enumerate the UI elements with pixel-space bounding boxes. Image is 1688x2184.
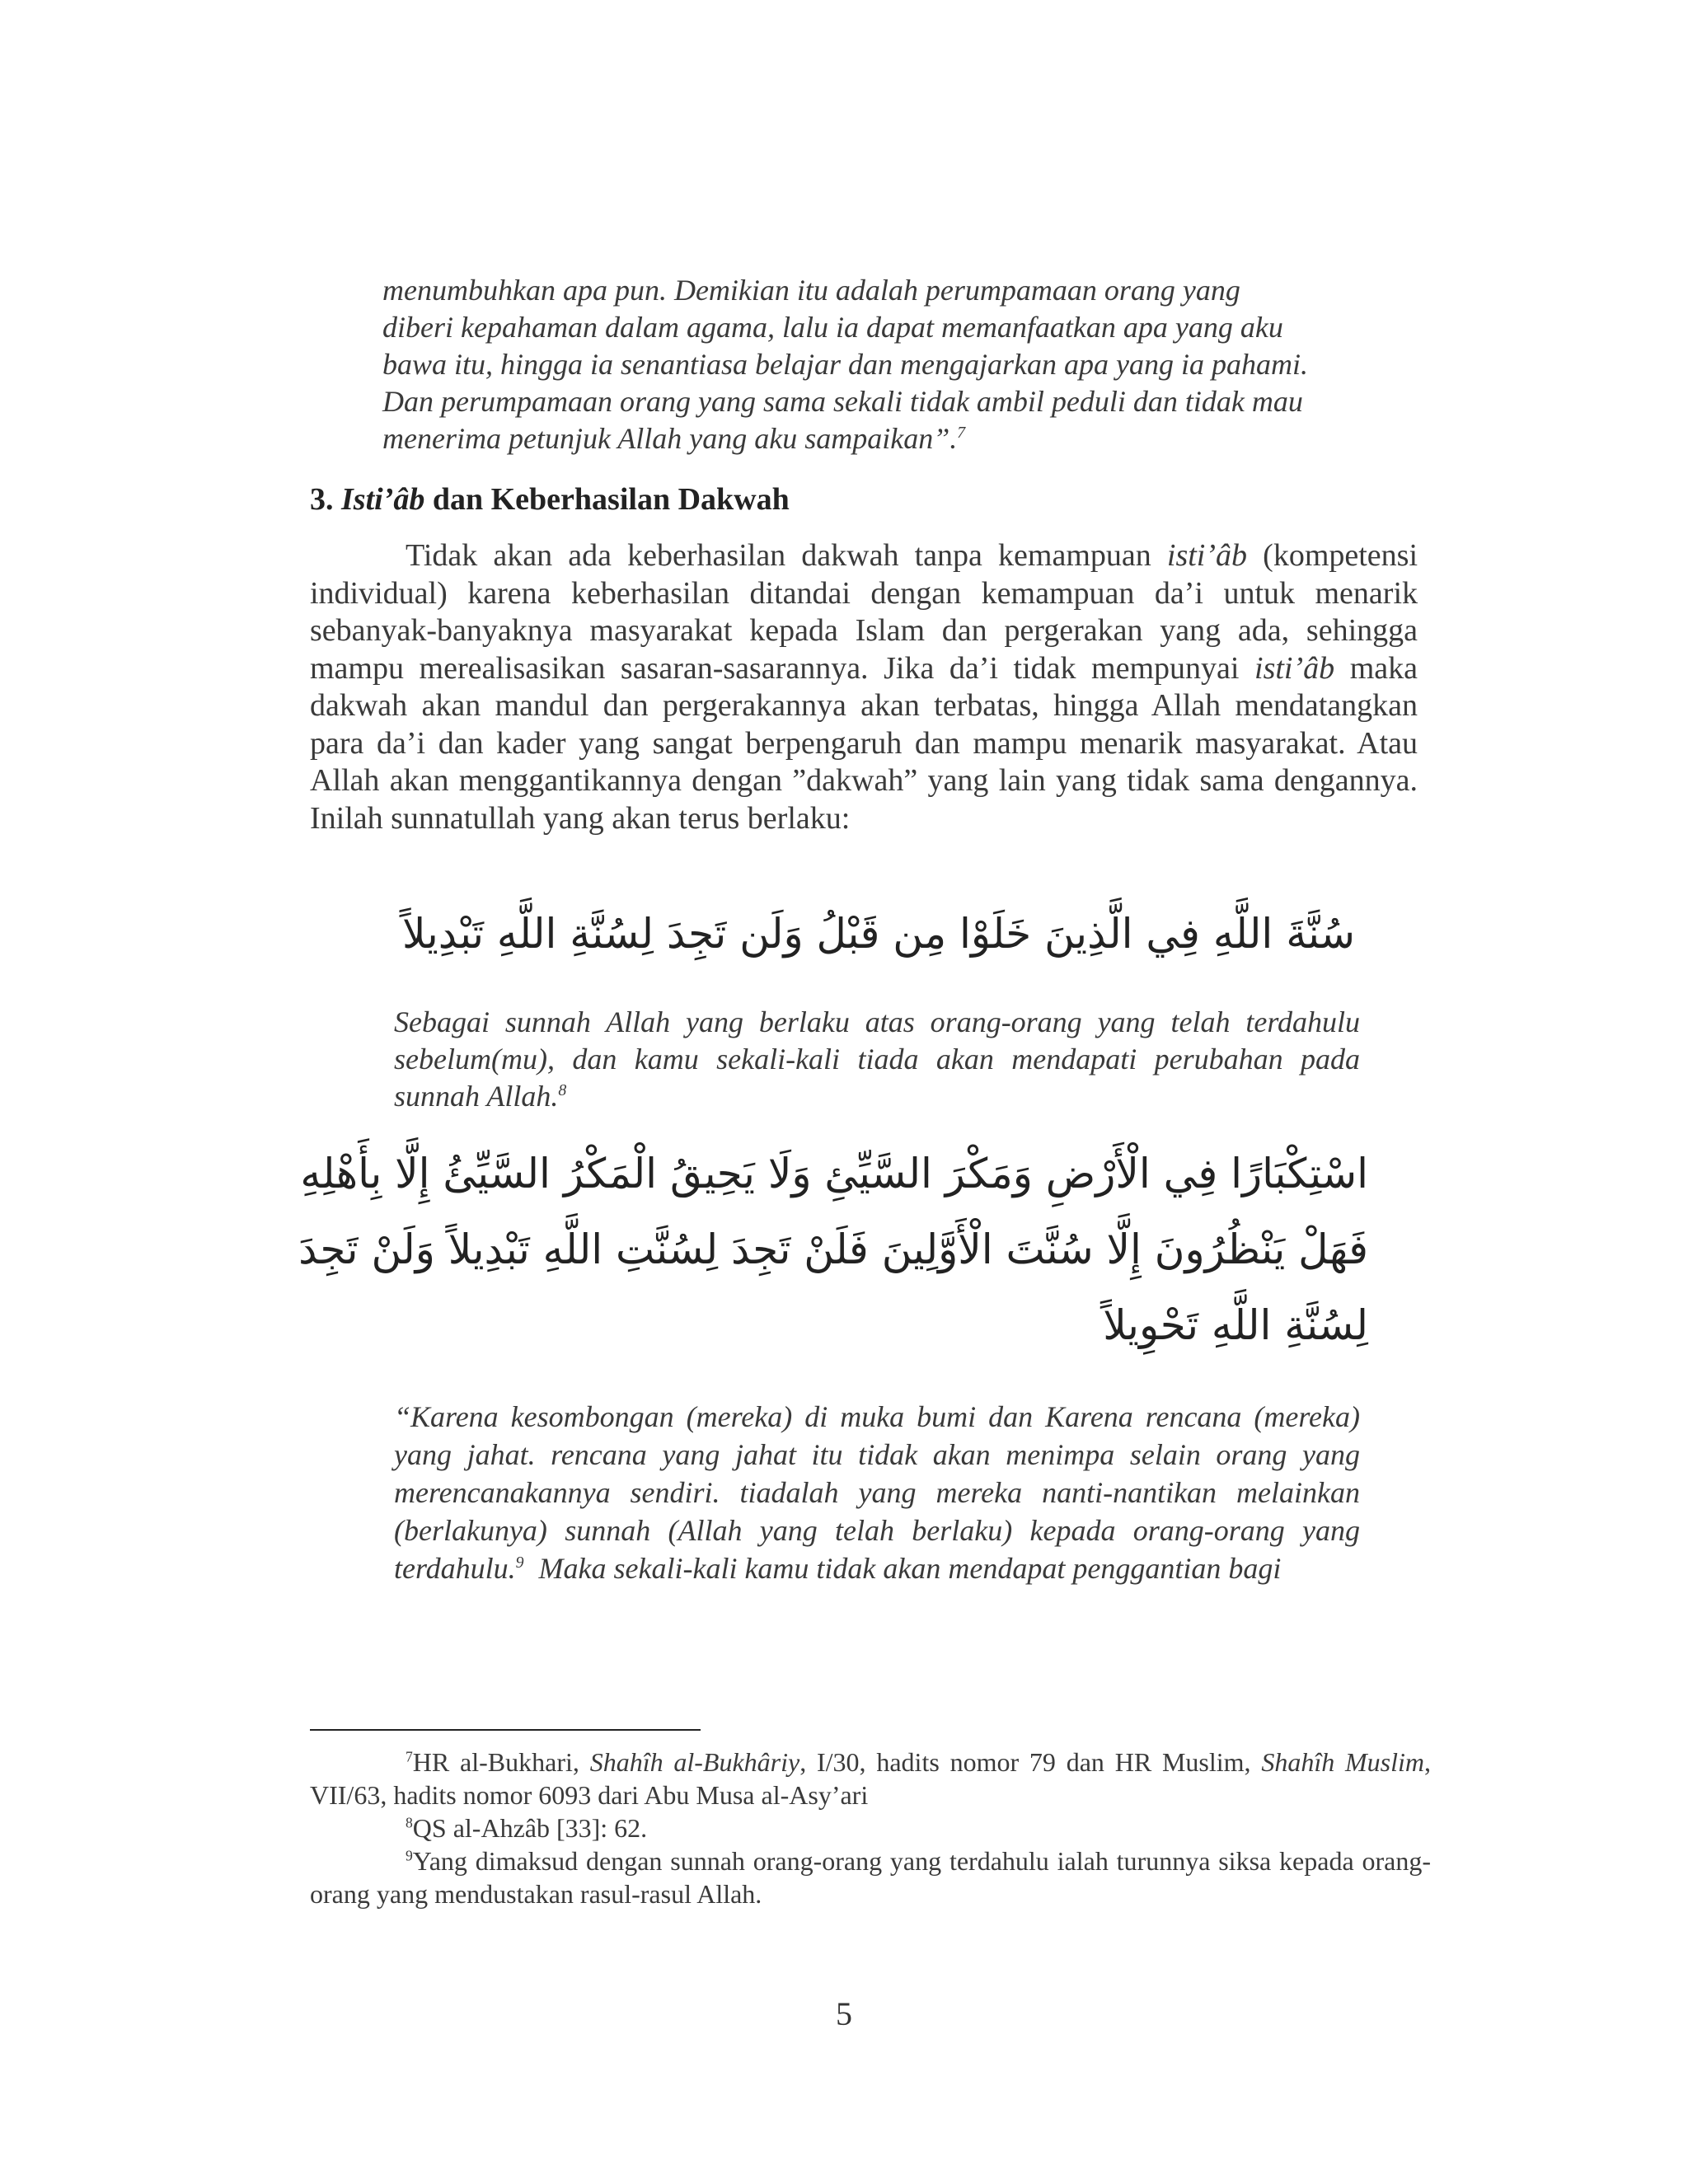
footnotes — [310, 1746, 1431, 1910]
arabic-verse — [298, 1136, 1368, 1363]
translation-text: Sebagai sunnah Allah yang berlaku atas orang-orang yang telah terdahulu sebelum(mu), dan kamu sekali-kali tiada akan mendapati perubahan pada sunnah Allah. — [394, 1005, 1360, 1113]
footnote-book-title: Shahîh al-Bukhâriy — [589, 1747, 800, 1777]
quote-line: Dan perumpamaan orang yang sama sekali tidak ambil peduli dan tidak mau — [382, 385, 1303, 418]
quote-line: diberi kepahaman dalam agama, lalu ia dapat memanfaatkan apa yang aku — [382, 311, 1283, 344]
page-number: 5 — [836, 1995, 852, 2032]
footnote-divider — [310, 1729, 701, 1731]
paragraph-text: Tidak akan ada keberhasilan dakwah tanpa kemampuan — [406, 538, 1151, 573]
arabic-line: لِسُنَّةِ اللَّهِ تَحْوِيلاً — [1103, 1301, 1368, 1349]
section-number: 3. — [310, 482, 334, 517]
paragraph-text: (kompetensi individual) karena keberhasilan ditandai dengan kemampuan da’i untuk menarik sebanyak-banyaknya masyarakat kepada Islam dan pergerakan yang ada, sehingga mampu merealisasikan sasaran-sasarannya. Jika da’i tidak mempunyai — [310, 538, 1418, 686]
arabic-line: اسْتِكْبَارًا فِي الْأَرْضِ وَمَكْرَ السَّيِّئِ وَلَا يَحِيقُ الْمَكْرُ السَّيِّئُ إِلَّا بِأَهْلِهِ — [300, 1150, 1368, 1197]
quote-line: bawa itu, hingga ia senantiasa belajar dan mengajarkan apa yang ia pahami. — [382, 348, 1308, 381]
quote-last-line: menerima petunjuk Allah yang aku sampaikan”. — [382, 422, 958, 455]
footnote-number: 8 — [406, 1814, 413, 1831]
body-paragraph — [310, 537, 1418, 837]
section-title: dan Keberhasilan Dakwah — [432, 482, 790, 517]
arabic-verse: سُنَّةَ اللَّهِ فِي الَّذِينَ خَلَوْا مِن قَبْلُ وَلَن تَجِدَ لِسُنَّةِ اللَّهِ تَبْدِيلاً — [401, 910, 1355, 958]
footnote: $^7$HR al-Bukhari, Shahîh al-Bukhâriy, I/30, hadits nomor 79 dan HR Muslim, Shahîh Muslim, VII/63, hadits nomor 6093 dari Abu Musa al-Asy’ari — [310, 1747, 1432, 1810]
footnote-book-title: Shahîh Muslim — [1261, 1747, 1425, 1777]
verse-translation — [394, 1004, 1360, 1115]
section-heading — [310, 481, 790, 518]
footnote-ref: 7 — [957, 424, 966, 442]
footnote-ref: 9 — [515, 1554, 524, 1572]
translation-text: “Karena kesombongan (mereka) di muka bumi dan Karena rencana (mereka) yang jahat. rencana yang jahat itu tidak akan menimpa selain orang yang merencanakannya sendiri. tiadalah yang mereka nanti-nantikan melainkan (berlakunya) sunnah (Allah yang telah berlaku) kepada orang-orang yang terdahulu. — [394, 1400, 1360, 1585]
footnote-number: 9 — [406, 1847, 413, 1864]
section-term: Isti’âb — [341, 482, 425, 517]
quote-line: menumbuhkan apa pun. Demikian itu adalah perumpamaan orang yang — [382, 274, 1240, 307]
hadith-quote — [382, 272, 1372, 457]
paragraph-term: isti’âb — [1166, 538, 1248, 573]
paragraph-term: isti’âb — [1254, 650, 1335, 686]
footnote-ref: 8 — [558, 1081, 567, 1099]
footnote: $^8$QS al-Ahzâb [33]: 62. — [406, 1813, 648, 1843]
arabic-line: فَهَلْ يَنْظُرُونَ إِلَّا سُنَّتَ الْأَوَّلِينَ فَلَنْ تَجِدَ لِسُنَّتِ اللَّهِ تَبْدِيلاً وَلَنْ تَجِدَ — [298, 1226, 1368, 1273]
footnote-number: 7 — [406, 1748, 413, 1765]
quote-line — [382, 420, 1372, 457]
verse-translation — [394, 1398, 1360, 1587]
translation-text: Maka sekali-kali kamu tidak akan mendapat penggantian bagi — [538, 1552, 1282, 1585]
paragraph-text: maka dakwah akan mandul dan pergerakannya akan terbatas, hingga Allah mendatangkan para da’i dan kader yang sangat berpengaruh dan mampu menarik masyarakat. Atau Allah akan menggantikannya dengan ”dakwah” yang lain yang tidak sama dengannya. Inilah sunnatullah yang akan terus berlaku: — [310, 650, 1418, 836]
footnote: $^9$Yang dimaksud dengan sunnah orang-orang yang terdahulu ialah turunnya siksa kepada orang-orang yang mendustakan rasul-rasul Allah. — [310, 1846, 1431, 1909]
